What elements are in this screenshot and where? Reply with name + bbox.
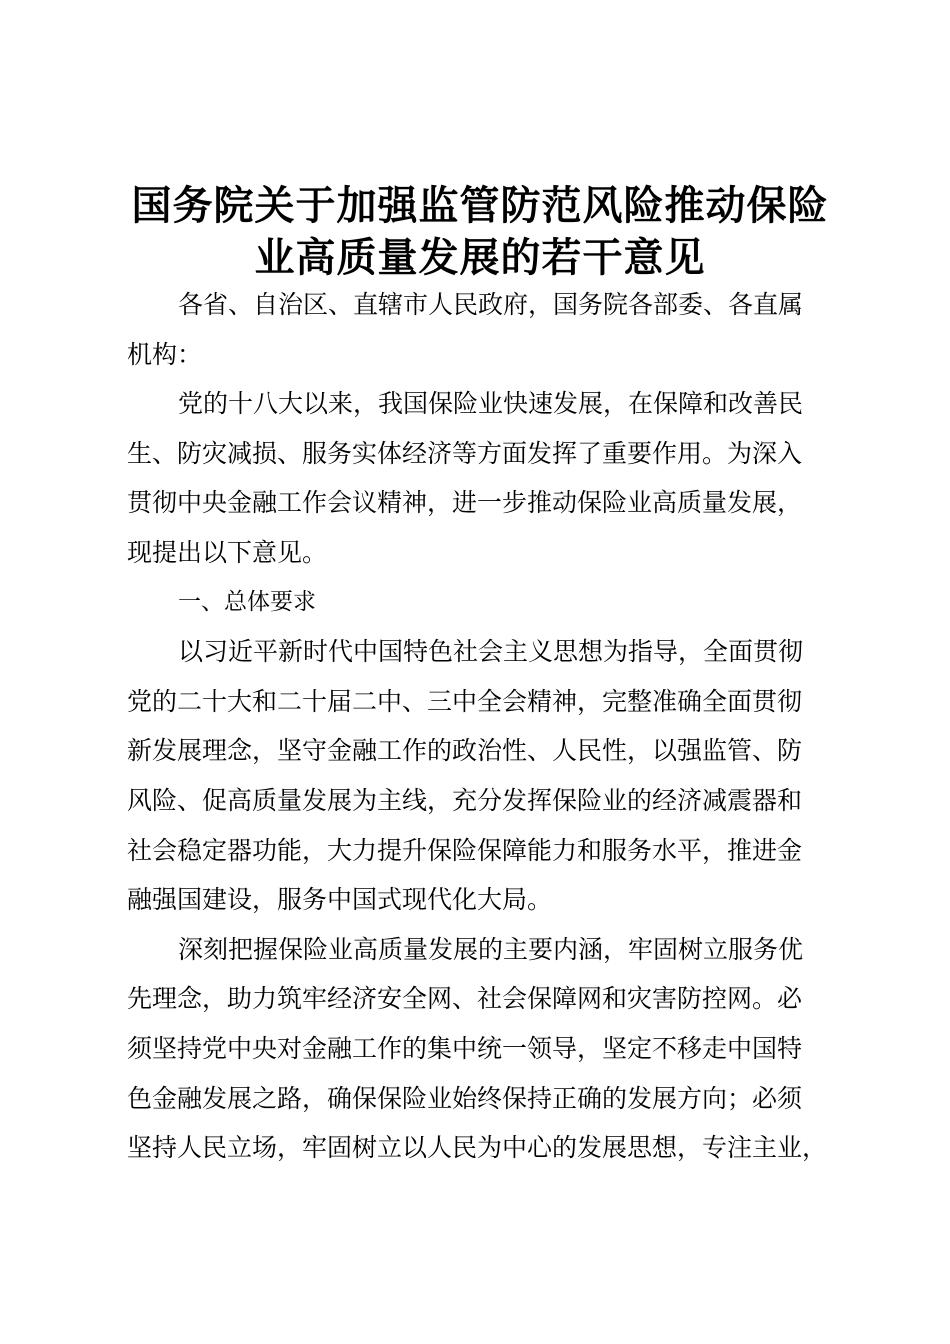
paragraph-line: 生、防灾减损、服务实体经济等方面发挥了重要作用。为深入 [127, 438, 803, 468]
paragraph-line: 新发展理念，坚守金融工作的政治性、人民性，以强监管、防 [127, 736, 803, 766]
title-line-1: 国务院关于加强监管防范风险推动保险 [131, 182, 829, 229]
title-line-2: 业高质量发展的若干意见 [254, 234, 706, 281]
salutation-line: 各省、自治区、直辖市人民政府，国务院各部委、各直属 [178, 290, 804, 319]
paragraph-line: 以习近平新时代中国特色社会主义思想为指导，全面贯彻 [178, 637, 804, 667]
paragraph-line: 色金融发展之路，确保保险业始终保持正确的发展方向；必须 [127, 1083, 803, 1113]
paragraph-line: 现提出以下意见。 [127, 537, 328, 567]
section-heading: 一、总体要求 [178, 588, 316, 615]
paragraph-line: 风险、促高质量发展为主线，充分发挥保险业的经济减震器和 [127, 785, 803, 815]
paragraph-line: 党的十八大以来，我国保险业快速发展，在保障和改善民 [178, 389, 804, 419]
document-title [100, 180, 860, 284]
paragraph-line: 社会稳定器功能，大力提升保险保障能力和服务水平，推进金 [127, 835, 803, 865]
salutation-line: 机构： [127, 339, 203, 369]
paragraph-line: 深刻把握保险业高质量发展的主要内涵，牢固树立服务优 [178, 934, 804, 964]
document-body [127, 280, 837, 1173]
paragraph-line: 坚持人民立场，牢固树立以人民为中心的发展思想，专注主业， [127, 1133, 828, 1163]
paragraph-line: 党的二十大和二十届二中、三中全会精神，完整准确全面贯彻 [127, 686, 803, 716]
paragraph-line: 贯彻中央金融工作会议精神，进一步推动保险业高质量发展， [127, 488, 803, 518]
paragraph-line: 先理念，助力筑牢经济安全网、社会保障网和灾害防控网。必 [127, 984, 803, 1014]
paragraph-line: 须坚持党中央对金融工作的集中统一领导，坚定不移走中国特 [127, 1033, 803, 1063]
paragraph-line: 融强国建设，服务中国式现代化大局。 [127, 885, 553, 915]
